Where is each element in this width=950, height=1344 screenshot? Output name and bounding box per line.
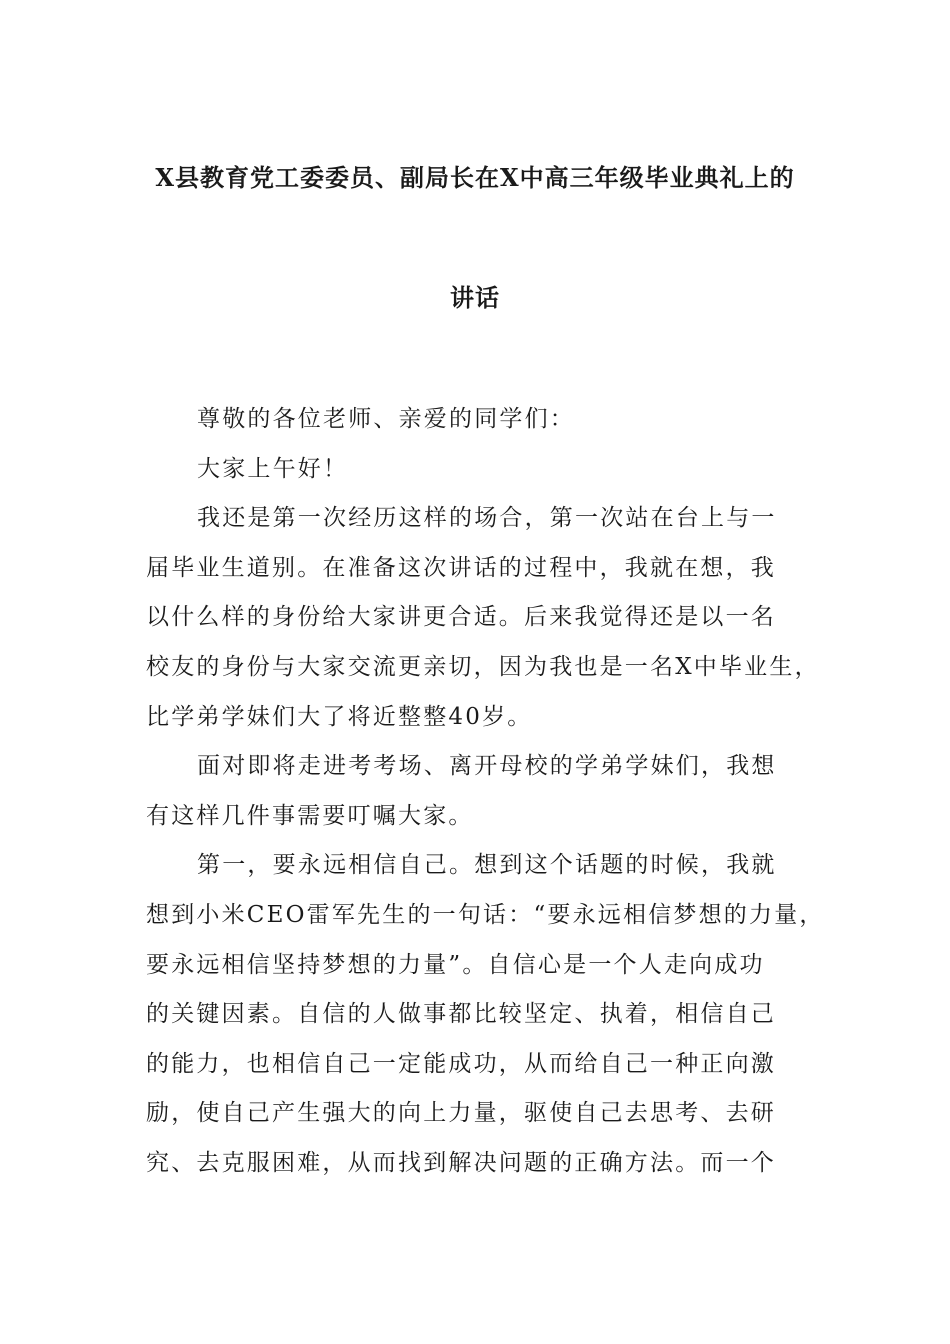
paragraph-line: 第一，要永远相信自己。想到这个话题的时候，我就 xyxy=(197,852,777,879)
document-body xyxy=(146,395,825,1189)
paragraph-line: 有这样几件事需要叮嘱大家。 xyxy=(146,802,474,829)
greeting: 大家上午好！ xyxy=(197,455,349,482)
paragraph-line: 我还是第一次经历这样的场合，第一次站在台上与一 xyxy=(197,505,777,532)
paragraph-line: 面对即将走进考考场、离开母校的学弟学妹们，我想 xyxy=(197,753,777,780)
paragraph-line: 校友的身份与大家交流更亲切，因为我也是一名X中毕业生， xyxy=(146,653,820,680)
paragraph-line: 届毕业生道别。在准备这次讲话的过程中，我就在想，我 xyxy=(146,554,776,581)
paragraph-line: 究、去克服困难，从而找到解决问题的正确方法。而一个 xyxy=(146,1149,776,1176)
paragraph-line: 想到小米CEO雷军先生的一句话：“要永远相信梦想的力量， xyxy=(146,901,825,928)
paragraph-line: 励，使自己产生强大的向上力量，驱使自己去思考、去研 xyxy=(146,1100,776,1127)
salutation: 尊敬的各位老师、亲爱的同学们： xyxy=(197,406,575,432)
document-title-continued: 讲话 xyxy=(450,283,500,312)
paragraph-line: 要永远相信坚持梦想的力量”。自信心是一个人走向成功 xyxy=(146,951,765,978)
paragraph-line: 比学弟学妹们大了将近整整40岁。 xyxy=(146,703,533,730)
paragraph-line: 以什么样的身份给大家讲更合适。后来我觉得还是以一名 xyxy=(146,604,776,631)
document-title: X县教育党工委委员、副局长在X中高三年级毕业典礼上的 xyxy=(155,163,795,192)
paragraph-line: 的关键因素。自信的人做事都比较坚定、执着，相信自己 xyxy=(146,1001,776,1028)
paragraph-line: 的能力，也相信自己一定能成功，从而给自己一种正向激 xyxy=(146,1050,776,1077)
